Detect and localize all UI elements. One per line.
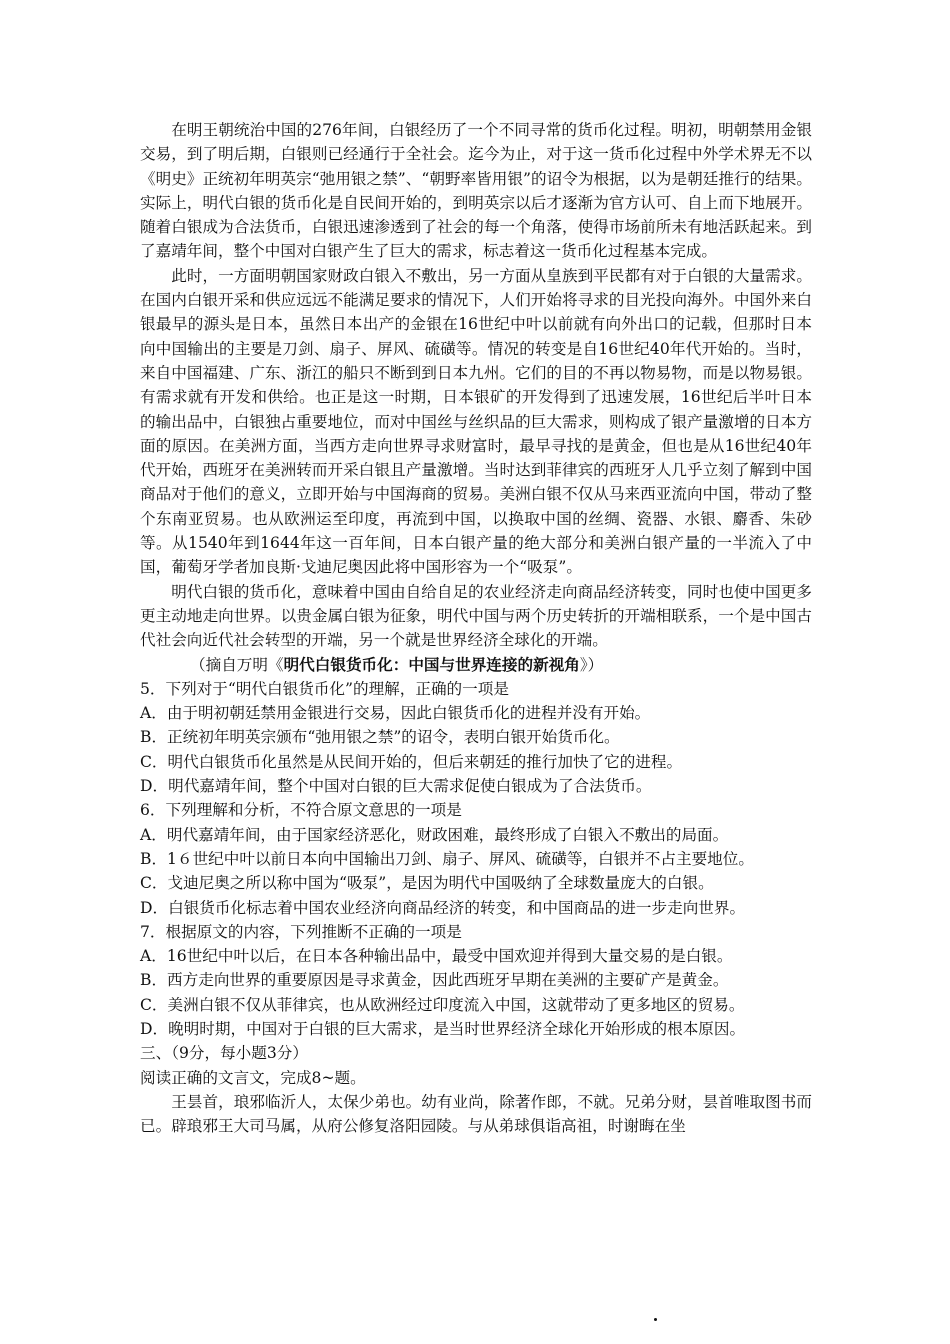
option-d: D．明代嘉靖年间，整个中国对白银的巨大需求促使白银成为了合法货币。 [140, 777, 652, 796]
question-stem: 5．下列对于“明代白银货币化”的理解，正确的一项是 [140, 679, 509, 698]
source-title: 明代白银货币化：中国与世界连接的新视角 [283, 654, 580, 674]
option-a: A．由于明初朝廷禁用金银进行交易，因此白银货币化的进程并没有开始。 [140, 704, 651, 723]
page-dot-mark [654, 1318, 657, 1321]
section-3-instruction: 阅读正确的文言文，完成8~题。 [140, 1068, 366, 1087]
option-d: D．白银货币化标志着中国农业经济向商品经济的转变，和中国商品的进一步走向世界。 [140, 898, 746, 917]
document-page [140, 118, 812, 1138]
option-c: C．美洲白银不仅从菲律宾，也从欧洲经过印度流入中国，这就带动了更多地区的贸易。 [140, 995, 745, 1014]
passage-paragraph-1: 在明王朝统治中国的276年间，白银经历了一个不同寻常的货币化过程。明初，明朝禁用金银交易，到了明后期，白银则已经通行于全社会。迄今为止，对于这一货币化过程中外学术界无不以《明史》正统初年明英宗“弛用银之禁”、“朝野率皆用银”的诏令为根据，以为是朝廷推行的结果。实际上，明代白银的货币化是自民间开始的，到明英宗以后才逐渐为官方认可、自上而下地展开。随着白银成为合法货币，白银迅速渗透到了社会的每一个角落，使得市场前所未有地活跃起来。到了嘉靖年间，整个中国对白银产生了巨大的需求，标志着这一货币化过程基本完成。 [140, 121, 812, 261]
passage-paragraph-3: 明代白银的货币化，意味着中国由自给自足的农业经济走向商品经济转变，同时也使中国更多更主动地走向世界。以贵金属白银为征象，明代中国与两个历史转折的开端相联系，一个是中国古代社会向近代社会转型的开端，另一个就是世界经济全球化的开端。 [140, 582, 812, 650]
option-c: C．明代白银货币化虽然是从民间开始的，但后来朝廷的推行加快了它的进程。 [140, 752, 683, 771]
option-c: C．戈迪尼奥之所以称中国为“吸泵”，是因为明代中国吸纳了全球数量庞大的白银。 [140, 874, 714, 893]
question-6 [140, 798, 812, 919]
classical-text: 王昙首，琅邪临沂人，太保少弟也。幼有业尚，除著作郎，不就。兄弟分财，昙首唯取图书而已。辟琅邪王大司马属，从府公修复洛阳园陵。与从弟球俱诣高祖，时谢晦在坐 [140, 1092, 812, 1136]
source-prefix: （摘自万明《 [190, 655, 284, 674]
source-citation [140, 653, 812, 677]
question-5 [140, 677, 812, 798]
option-b: B．1６世纪中叶以前日本向中国输出刀剑、扇子、屏风、硫磺等，白银并不占主要地位。 [140, 849, 754, 868]
question-stem: 7．根据原文的内容，下列推断不正确的一项是 [140, 922, 462, 941]
option-a: A．16世纪中叶以后，在日本各种输出品中，最受中国欢迎并得到大量交易的是白银。 [140, 947, 733, 966]
section-3-heading: 三、（9分，每小题3分） [140, 1044, 308, 1063]
option-d: D．晚明时期，中国对于白银的巨大需求，是当时世界经济全球化开始形成的根本原因。 [140, 1019, 746, 1038]
question-7 [140, 920, 812, 1041]
option-b: B．西方走向世界的重要原因是寻求黄金，因此西班牙早期在美洲的主要矿产是黄金。 [140, 971, 729, 990]
option-b: B．正统初年明英宗颁布“弛用银之禁”的诏令，表明白银开始货币化。 [140, 728, 620, 747]
question-stem: 6．下列理解和分析，不符合原文意思的一项是 [140, 801, 462, 820]
source-suffix: 》） [579, 655, 604, 674]
passage-paragraph-2: 此时，一方面明朝国家财政白银入不敷出，另一方面从皇族到平民都有对于白银的大量需求。在国内白银开采和供应远远不能满足要求的情况下，人们开始将寻求的目光投向海外。中国外来白银最早的源头是日本，虽然日本出产的金银在16世纪中叶以前就有向外出口的记载，但那时日本向中国输出的主要是刀剑、扇子、屏风、硫磺等。情况的转变是自16世纪40年代开始的。当时，来自中国福建、广东、浙江的船只不断到到日本九州。它们的目的不再以物易物，而是以物易银。有需求就有开发和供给。也正是这一时期，日本银矿的开发得到了迅速发展，16世纪后半叶日本的输出品中，白银独占重要地位，而对中国丝与丝织品的巨大需求，则构成了银产量激增的日本方面的原因。在美洲方面，当西方走向世界寻求财富时，最早寻找的是黄金，但也是从16世纪40年代开始，西班牙在美洲转而开采白银且产量激增。当时达到菲律宾的西班牙人几乎立刻了解到中国商品对于他们的意义，立即开始与中国海商的贸易。美洲白银不仅从马来西亚流向中国，带动了整个东南亚贸易。也从欧洲运至印度，再流到中国，以换取中国的丝绸、瓷器、水银、麝香、朱砂等。从1540年到1644年这一百年间，日本白银产量的绝大部分和美洲白银产量的一半流入了中国，葡萄牙学者加良斯·戈迪尼奥因此将中国形容为一个“吸泵”。 [140, 266, 812, 577]
option-a: A．明代嘉靖年间，由于国家经济恶化，财政困难，最终形成了白银入不敷出的局面。 [140, 825, 729, 844]
